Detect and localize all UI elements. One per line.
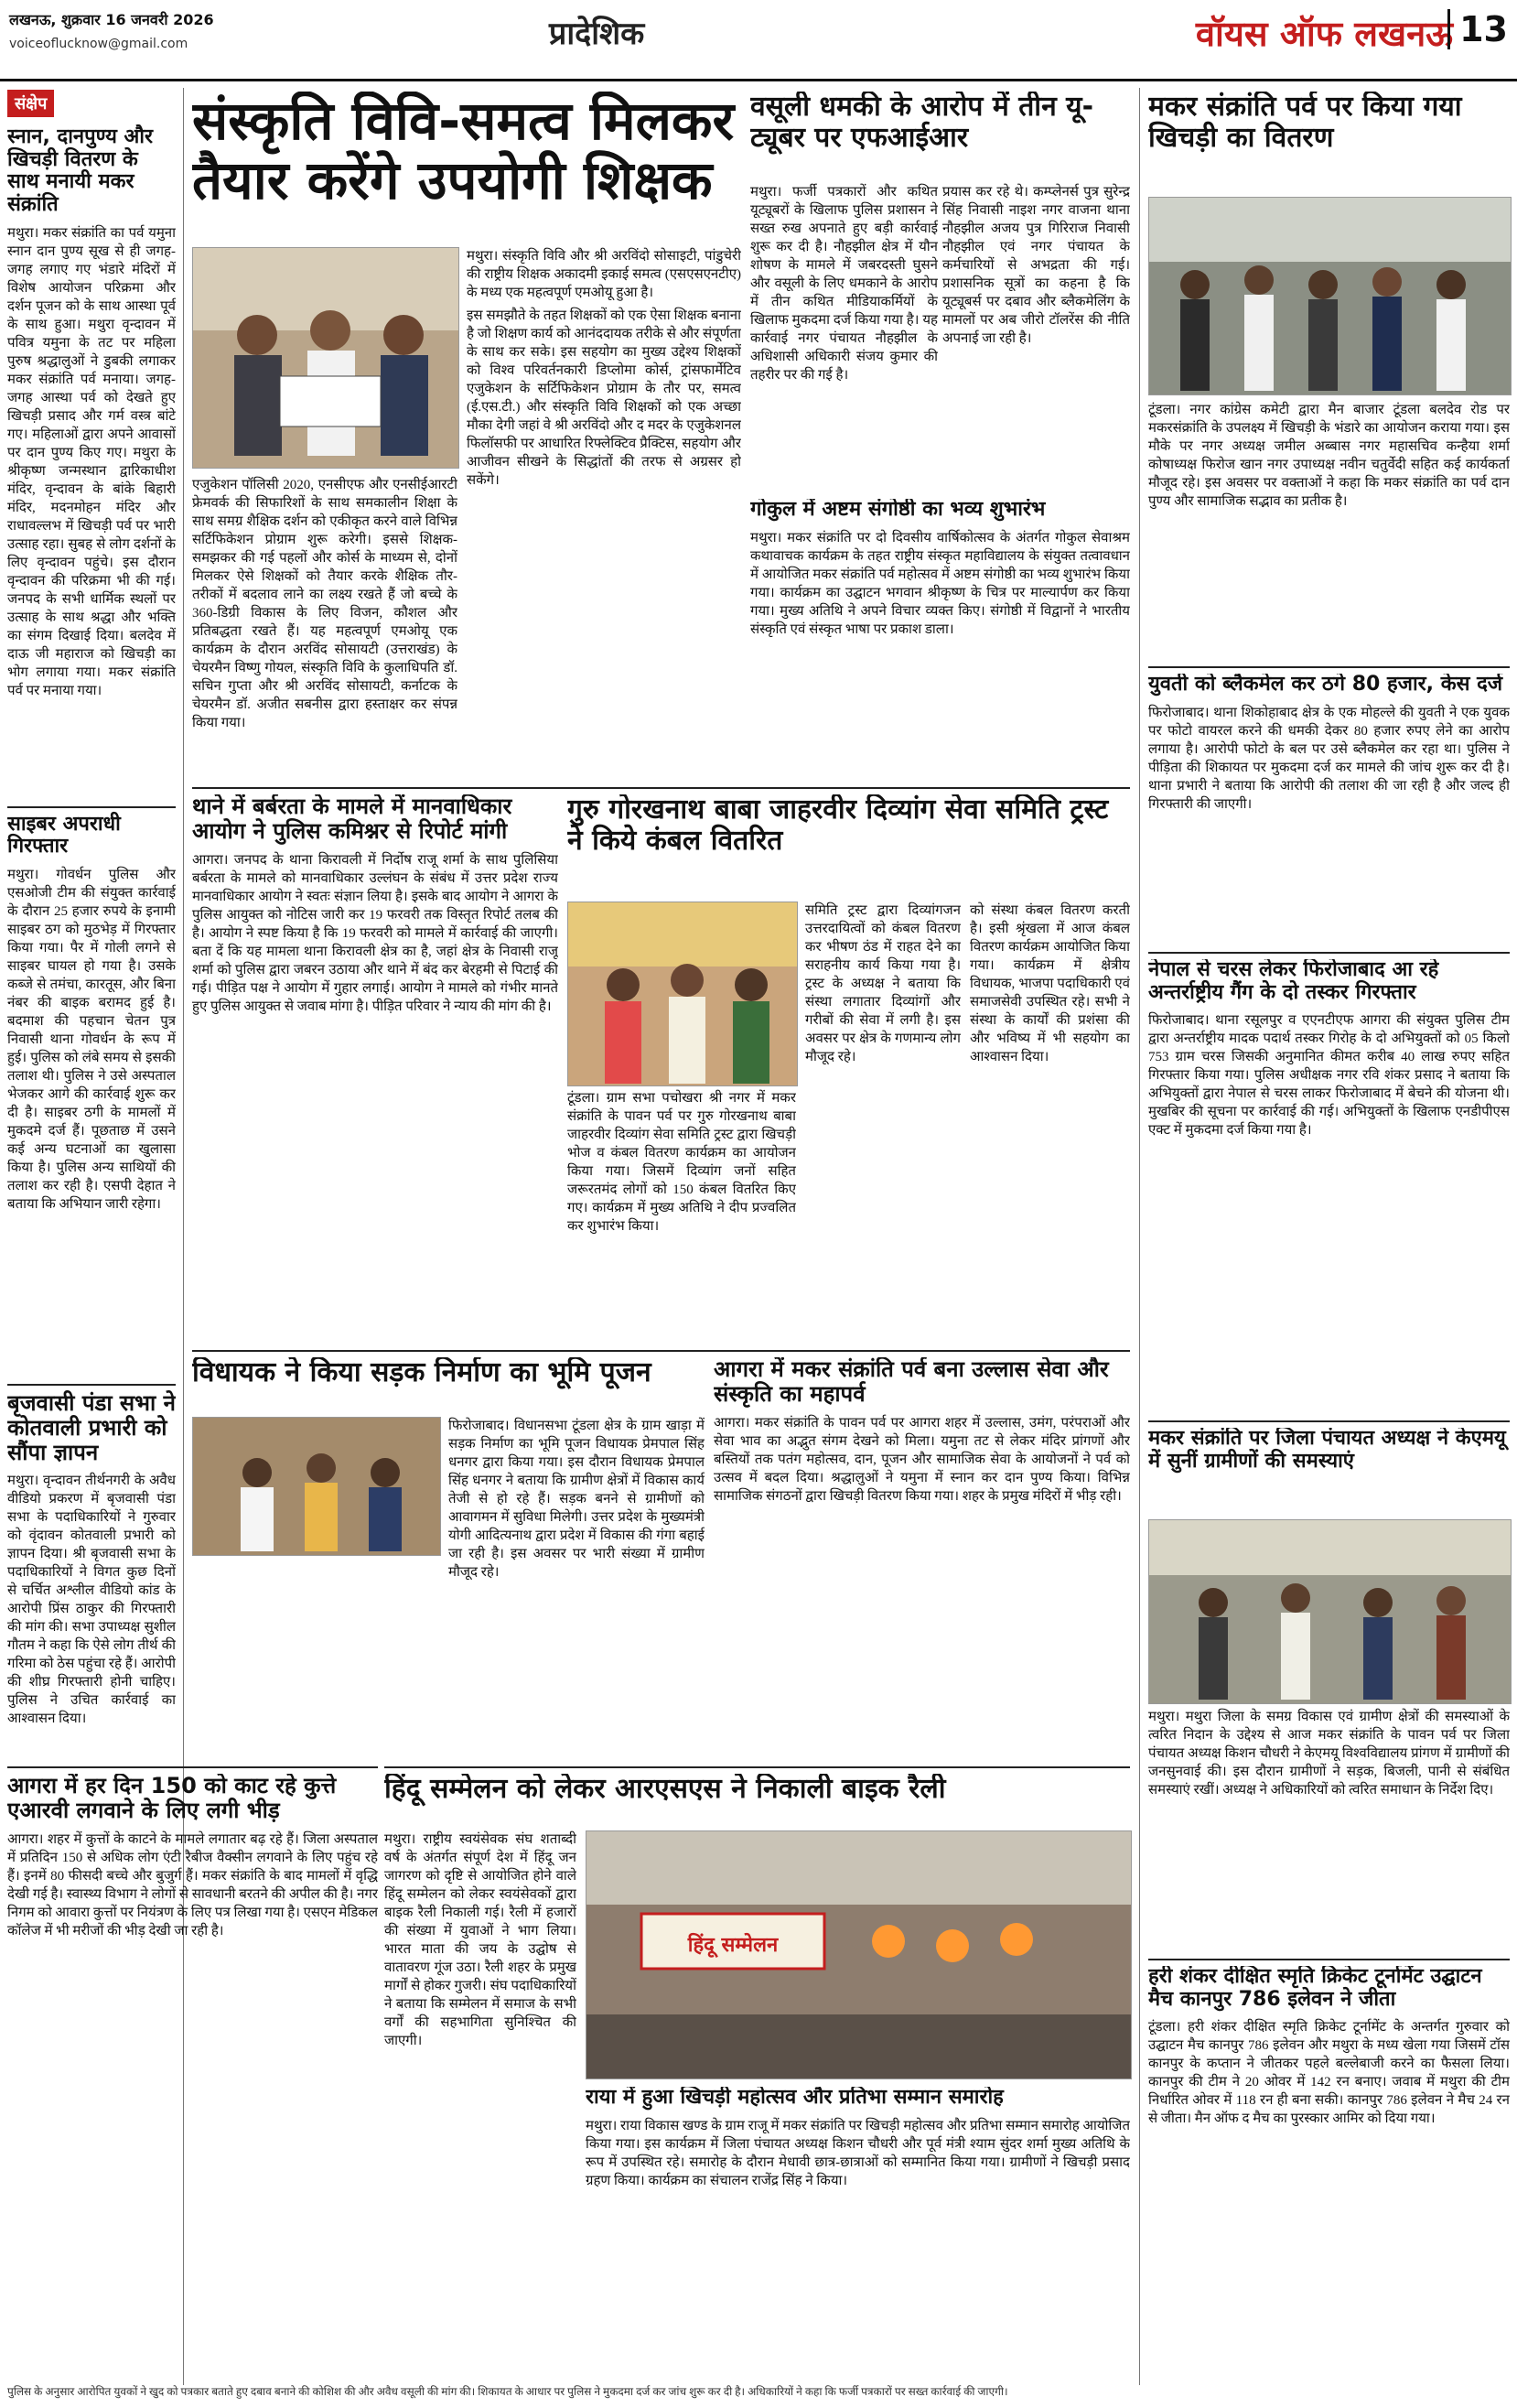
lead-headline-box [192, 92, 741, 238]
aagra150-body: आगरा। शहर में कुत्तों के काटने के मामले लगातार बढ़ रहे हैं। जिला अस्पताल में प्रतिदिन 150 से अधिक लोग एंटी रैबीज वैक्सीन लगवाने के लिए पहुंच रहे हैं। इनमें 80 फीसदी बच्चे और बुजुर्ग हैं। मकर संक्रांति के बाद मामलों में वृद्धि देखी गई है। स्वास्थ्य विभाग ने लोगों से सावधानी बरतने की अपील की है। नगर निगम को आवारा कुत्तों पर नियंत्रण के लिए पत्र लिखा गया है। एसएन मेडिकल कॉलेज में भी मरीजों की भीड़ देखी जा रही है। [7, 1831, 378, 1938]
blanket-distribution-illustration [568, 902, 797, 1085]
gorakhnath-col3 [970, 902, 1130, 1345]
lead-body2: एजुकेशन पॉलिसी 2020, एनसीएफ और एनसीईआरटी फ्रेमवर्क की सिफारिशों के साथ समकालीन शिक्षा के साथ समग्र शैक्षिक दर्शन को एकीकृत करने वाले विभिन्न सर्टिफिकेशन प्रोग्राम शुरू करेगी। इससे शिक्षक-समझकर की गई पहलों और कोर्स के माध्यम से, दोनों मिलकर ऐसे शिक्षकों को तैयार करके शैक्षिक तौर-तरीकों में बदलाव लाने का लक्ष्य रखते हैं जो बच्चे के 360-डिग्री विकास के लिए विजन, कौशल और प्रतिबद्धता रखते हैं। यह महत्वपूर्ण एमओयू एक कार्यक्रम के दौरान अरविंद सोसायटी (उत्तराखंड) के चेयरमैन विष्णु गोयल, संस्कृति विवि के कुलाधिपति डॉ. सचिन गुप्ता और श्री अरविंद सोसायटी, कर्नाटक के चेयरमैन डॉ. अजीत सबनीस द्वारा हस्ताक्षर कर संपन्न किया गया। [192, 478, 457, 730]
footer-strip [7, 2384, 1510, 2406]
aagra150-headline: आगरा में हर दिन 150 को काट रहे कुत्ते एआरवी लगवाने के लिए लगी भीड़ [7, 1774, 337, 1823]
yuvti-headline: युवती को ब्लैकमेल कर ठगे 80 हजार, केस दर्ज [1148, 674, 1503, 696]
divider [384, 1766, 1130, 1768]
jila-caption-col [1148, 1708, 1510, 1955]
sankshep-story2-headline: साइबर अपराधी गिरफ्तार [7, 812, 121, 858]
nepal-story [1148, 959, 1510, 1417]
sankshep-label: संक्षेप [7, 90, 54, 117]
yuvti-story [1148, 674, 1510, 948]
khichdi-top-headline: मकर संक्रांति पर्व पर किया गया खिचड़ी का वितरण [1148, 92, 1462, 154]
vasuli-body2: पुलिस के अनुसार आरोपित युवकों ने खुद को पत्रकार बताते हुए दबाव बनाने की कोशिश की और अवैध वसूली की मांग की। शिकायत के आधार पर पुलिस ने मुकदमा दर्ज कर जांच शुरू कर दी है। अधिकारियों ने कहा कि फर्जी पत्रकारों पर सख्त कार्रवाई की जाएगी। [7, 2385, 1008, 2398]
newspaper-name: वॉयस ऑफ लखनऊ [1195, 14, 1453, 54]
sankshep-story3-headline: बृजवासी पंडा सभा ने कोतवाली प्रभारी को सौंपा ज्ञापन [7, 1389, 176, 1465]
sankshep-story3-body: मथुरा। वृन्दावन तीर्थनगरी के अवैध वीडियो प्रकरण में बृजवासी पंडा सभा के पदाधिकारियों ने गुरुवार को वृंदावन कोतवाली प्रभारी को ज्ञापन दिया। श्री बृजवासी सभा के पदाधिकारियों ने विगत कुछ दिनों से चर्चित अश्लील वीडियो कांड के आरोपी प्रिंस ठाकुर की गिरफ्तारी की मांग की। सभा उपाध्यक्ष सुशील गौतम ने कहा कि ऐसे लोग तीर्थ की गरिमा को ठेस पहुंचा रहे हैं। आरोपी की शीघ्र गिरफ्तारी होनी चाहिए। पुलिस ने उचित कार्रवाई का आश्वासन दिया। [7, 1474, 176, 1727]
bhoomi-poojan-illustration [193, 1418, 440, 1555]
nepal-headline: नेपाल से चरस लेकर फिरोजाबाद आ रहे अन्तर्राष्ट्रीय गैंग के दो तस्कर गिरफ्तार [1148, 959, 1439, 1004]
khichdi-crowd-illustration [1149, 198, 1511, 394]
vasuli-body3: प्रयास कर रहे थे। कम्प्लेनर्स पुत्र सुरेन्द्र सिंह निवासी नाइश नगर वाजना थाना नौहझील अजय पुत्र गिरिराज निवासी नौहझील एवं नगर पंचायत के कर्मचारियों से अभद्रता की गई। प्रशासनिक सूत्रों का कहना है कि यूट्यूबर्स पर दबाव और ब्लैकमेलिंग के मामलों पर अब जीरो टॉलरेंस की नीति अपनाई जा रही है। [942, 185, 1130, 346]
mou-photo [192, 247, 459, 469]
cricket-story [1148, 1966, 1510, 2378]
sankshep-story1-headline: स्नान, दानपुण्य और खिचड़ी वितरण के साथ मनायी मकर संक्रांति [7, 125, 153, 216]
jila-caption: मथुरा। मथुरा जिला के समग्र विकास एवं ग्रामीण क्षेत्रों की समस्याओं के त्वरित निदान के उद्देश्य से आज मकर संक्रांति के पावन पर्व पर जिला पंचायत अध्यक्ष किशन चौधरी ने केएमयू विश्वविद्यालय प्रांगण में ग्रामीणों की जनसुनवाई की। इस दौरान ग्रामीणों ने सड़क, बिजली, पानी से संबंधित समस्याएं रखीं। अध्यक्ष ने अधिकारियों को त्वरित समाधान के निर्देश दिए। [1148, 1710, 1510, 1798]
gorakhnath-headline: गुरु गोरखनाथ बाबा जाहरवीर दिव्यांग सेवा समिति ट्रस्ट ने किये कंबल वितरित [567, 794, 1109, 857]
khichdi-top-body: टूंडला। नगर कांग्रेस कमेटी द्वारा मैन बाजार टूंडला बलदेव रोड पर मकरसंक्रांति के उपलक्ष्य में खिचड़ी के भंडारे का आयोजन कराया गया। इस मौके पर नगर अध्यक्ष जमील अब्बास नगर महासचिव कन्हैया शर्मा कोषाध्यक्ष फिरोज खान नगर उपाध्यक्ष नवीन चतुर्वेदी सहित कई कार्यकर्ता मौजूद रहे। इस अवसर पर वक्ताओं ने कहा कि मकर संक्रांति का पर्व दान पुण्य और सामाजिक सद्भाव का प्रतीक है। [1148, 403, 1510, 509]
cricket-headline: हरी शंकर दीक्षित स्मृति क्रिकेट टूर्नामेंट उद्घाटन मैच कानपुर 786 इलेवन ने जीता [1148, 1966, 1482, 2011]
gorakhnath-photo [567, 902, 798, 1086]
divider [192, 787, 1130, 789]
agra-utsav-story [714, 1357, 1130, 1760]
lead-headline: संस्कृति विवि-समत्व मिलकर तैयार करेंगे उपयोगी शिक्षक [192, 92, 735, 211]
nepal-body: फिरोजाबाद। थाना रसूलपुर व एएनटीएफ आगरा की संयुक्त पुलिस टीम द्वारा अन्तर्राष्ट्रीय मादक पदार्थ तस्कर गिरोह के दो अभियुक्तों को 05 किलो 753 ग्राम चरस जिसकी अनुमानित कीमत करीब 40 लाख रुपए सहित गिरफ्तार किया गया। पुलिस अधीक्षक नगर रवि शंकर प्रसाद ने बताया कि अभियुक्तों द्वारा नेपाल से चरस लाकर फिरोजाबाद में बेचने की योजना थी। मुखबिर की सूचना पर कार्रवाई की गई। अभियुक्तों के खिलाफ एनडीपीएस एक्ट में मुकदमा दर्ज किया गया है। [1148, 1013, 1510, 1139]
jila-headline: मकर संक्रांति पर जिला पंचायत अध्यक्ष ने केएमयू में सुनीं ग्रामीणों की समस्याएं [1148, 1428, 1506, 1473]
divider [1148, 1959, 1510, 1960]
gorakhnath-caption: टूंडला। ग्राम सभा पचोखरा श्री नगर में मकर संक्रांति के पावन पर्व पर गुरु गोरखनाथ बाबा जाहरवीर दिव्यांग सेवा समिति ट्रस्ट द्वारा खिचड़ी भोज व कंबल वितरण कार्यक्रम का आयोजन किया गया। जिसमें दिव्यांग जनों सहित जरूरतमंद लोगों को 150 कंबल वितरित किए गए। कार्यक्रम में मुख्य अतिथि ने दीप प्रज्वलित कर शुभारंभ किया। [567, 1091, 796, 1234]
gorakhnath-col2 [805, 902, 961, 1345]
gorakhnath-body2: को संस्था कंबल वितरण करती है। इसी श्रृंखला में आज कंबल वितरण कार्यक्रम आयोजित किया गया। कार्यक्रम में क्षेत्रीय विधायक, भाजपा पदाधिकारी एवं समाजसेवी उपस्थित रहे। सभी ने संस्था के कार्यों की प्रशंसा की और भविष्य में भी सहयोग का आश्वासन दिया। [970, 903, 1130, 1064]
agra-utsav-body: आगरा। मकर संक्रांति के पावन पर्व पर आगरा शहर में उल्लास, उमंग, परंपराओं और सेवा भाव का अद्भुत संगम देखने को मिला। यमुना तट से लेकर मंदिर प्रांगणों और बस्तियों तक पतंग महोत्सव, दान, पूजन और सामाजिक सेवा के आयोजनों ने पर्व को उत्सव में बदल दिया। श्रद्धालुओं ने यमुना में स्नान कर दान पुण्य किया। विभिन्न सामाजिक संगठनों द्वारा खिचड़ी वितरण किया गया। शहर के प्रमुख मंदिरों में भीड़ रही। [714, 1415, 1130, 1504]
rally-headline-box [384, 1774, 1130, 1824]
vidhayak-headline: विधायक ने किया सड़क निर्माण का भूमि पूजन [192, 1357, 651, 1388]
thane-headline: थाने में बर्बरता के मामले में मानवाधिकार आयोग ने पुलिस कमिश्नर से रिपोर्ट मांगी [192, 794, 512, 844]
gokul-body: मथुरा। मकर संक्रांति पर दो दिवसीय वार्षिकोत्सव के अंतर्गत गोकुल सेवाश्रम कथावाचक कार्यक्रम के तहत राष्ट्रीय संस्कृत महाविद्यालय के संयुक्त तत्वावधान में आयोजित मकर संक्रांति पर्व महोत्सव में अष्टम संगोष्ठी का भव्य शुभारंभ किया गया। कार्यक्रम का उद्घाटन भगवान श्रीकृष्ण के चित्र पर माल्यार्पण कर किया गया। मुख्य अतिथि ने अपने विचार व्यक्त किए। संगोष्ठी में विद्वानों ने भारतीय संस्कृति एवं संस्कृत भाषा पर प्रकाश डाला। [750, 530, 1130, 637]
gorakhnath-body1: समिति ट्रस्ट द्वारा दिव्यांगजन उत्तरदायित्वों को कंबल वितरण कर भीषण ठंड में राहत देने का सराहनीय कार्य किया गया है। ट्रस्ट के अध्यक्ष ने बताया कि संस्था लगातार दिव्यांगों और गरीबों की सेवा में लगी है। इस अवसर पर क्षेत्र के गणमान्य लोग मौजूद रहे। [805, 903, 961, 1064]
lead-body1: इस समझौते के तहत शिक्षकों को एक ऐसा शिक्षक बनाना है जो शिक्षण कार्य को आनंददायक तरीके से और संपूर्णता के साथ कर सके। इस सहयोग का मुख्य उद्देश्य शिक्षकों को विश्व परिवर्तनकारी डिप्लोमा कोर्स, ट्रांसफार्मेटिव एजुकेशन के सर्टिफिकेशन प्रोग्राम के तौर पर, समत्व (ई.एस.टी.) और संस्कृति विवि शिक्षकों को एक अच्छा मौका देगी जहां वे श्री अरविंदो और द मदर के एजुकेशनल फिलॉसफी पर आधारित रिफ्लेक्टिव प्रैक्टिस, सहयोग और आजीवन सीखने के सिद्धांतों की तरफ से अग्रसर हो सकेंगे। [467, 308, 741, 488]
gorakhnath-caption-col [567, 1089, 796, 1345]
rally-banner-text: हिंदू सम्मेलन [687, 1934, 779, 1957]
khichdi-top-photo [1148, 197, 1512, 395]
jansunwai-illustration [1149, 1520, 1511, 1703]
gorakhnath-headline-box [567, 794, 1130, 895]
vasuli-col1 [750, 183, 938, 494]
column-divider [1139, 88, 1140, 2385]
rally-photo [586, 1830, 1132, 2079]
cricket-body: टूंडला। हरी शंकर दीक्षित स्मृति क्रिकेट टूर्नामेंट के अन्तर्गत गुरुवार को उद्घाटन मैच कानपुर 786 इलेवन और मथुरा के मध्य खेला गया जिसमें टॉस कानपुर के कप्तान ने जीतकर पहले बल्लेबाजी करने का फैसला लिया। कानपुर की टीम ने 20 ओवर में 142 रन बनाए। जवाब में मथुरा की टीम निर्धारित ओवर में 118 रन ही बना सकी। कानपुर 786 इलेवन ने मैच 24 रन से जीता। मैन ऑफ द मैच का पुरस्कार आमिर को दिया गया। [1148, 2020, 1510, 2127]
lead-caption: मथुरा। संस्कृति विवि और श्री अरविंदो सोसाइटी, पांडुचेरी की राष्ट्रीय शिक्षक अकादमी इकाई समत्व (एसएसएनटीए) के मध्य एक महत्वपूर्ण एमओयू हुआ है। [467, 249, 741, 300]
vidhayak-body-col [448, 1417, 705, 1760]
divider [7, 1766, 378, 1768]
divider [1148, 666, 1510, 668]
divider [1148, 1420, 1510, 1422]
vidhayak-headline-box [192, 1357, 705, 1412]
mou-photo-illustration [193, 248, 458, 468]
raya-spacer [750, 494, 1130, 499]
page-number: 13 [1447, 9, 1508, 49]
khichdi-top-body-col [1148, 401, 1510, 662]
vasuli-headline: वसूली धमकी के आरोप में तीन यू-ट्यूबर पर एफआईआर [750, 92, 1094, 154]
divider [192, 1350, 1130, 1352]
vidhayak-body: फिरोजाबाद। विधानसभा टूंडला क्षेत्र के ग्राम खाड़ा में सड़क निर्माण का भूमि पूजन विधायक प्रेमपाल सिंह धनगर द्वारा किया गया। इस दौरान विधायक प्रेमपाल सिंह धनगर ने बताया कि ग्रामीण क्षेत्रों में विकास कार्य तेजी से हो रहे हैं। सड़क बनने से ग्रामीणों को आवागमन में सुविधा मिलेगी। उत्तर प्रदेश के मुख्यमंत्री योगी आदित्यनाथ द्वारा प्रदेश में विकास की गंगा बहाई जा रही है। इस अवसर पर भारी संख्या में ग्रामीण मौजूद रहे। [448, 1419, 705, 1580]
divider [1148, 952, 1510, 954]
yuvti-body: फिरोजाबाद। थाना शिकोहाबाद क्षेत्र के एक मोहल्ले की युवती ने एक युवक पर फोटो वायरल करने की धमकी देकर 80 हजार रुपए लेने का आरोप लगाया है। आरोपी फोटो के बल पर उसे ब्लैकमेल कर रहा था। पुलिस ने पीड़िता की शिकायत पर मुकदमा दर्ज कर मामले की जांच शुरू कर दी है। थाना प्रभारी ने बताया कि आरोपी की तलाश की जा रही है और जल्द ही गिरफ्तारी की जाएगी। [1148, 705, 1510, 812]
gokul-story [750, 499, 1130, 783]
lead-body1-col [467, 307, 741, 783]
divider [7, 806, 176, 808]
vasuli-headline-box [750, 92, 1130, 178]
vasuli-body1: मथुरा। फर्जी पत्रकारों और कथित यूट्यूबरों के खिलाफ पुलिस प्रशासन ने सख्त रुख अपनाते हुए बड़ी कार्रवाई शुरू कर दी है। नौहझील क्षेत्र में यौन शोषण के मामले में जबरदस्ती घुसने और वसूली के लिए धमकाने के आरोप में तीन कथित मीडियाकर्मियों के खिलाफ मुकदमा दर्ज किया गया है। यह कार्रवाई नगर पंचायत नौहझील के अधिशासी अधिकारी संजय कुमार की तहरीर पर की गई है। [750, 185, 938, 383]
raya-body: मथुरा। राया विकास खण्ड के ग्राम राजू में मकर संक्रांति पर खिचड़ी महोत्सव और प्रतिभा सम्मान समारोह आयोजित किया गया। इस कार्यक्रम में जिला पंचायत अध्यक्ष किशन चौधरी और पूर्व मंत्री श्याम सुंदर शर्मा मुख्य अतिथि के रूप में उपस्थित रहे। समारोह के दौरान मेधावी छात्र-छात्राओं को सम्मानित किया गया। ग्रामीणों ने खिचड़ी प्रसाद ग्रहण किया। कार्यक्रम का संचालन राजेंद्र सिंह ने किया। [586, 2118, 1130, 2188]
jila-photo [1148, 1519, 1512, 1704]
issue-date: लखनऊ, शुक्रवार 16 जनवरी 2026 [9, 11, 214, 28]
lead-body2-col [192, 476, 457, 783]
rally-body-col [384, 1830, 576, 2380]
sankshep-story1-body: मथुरा। मकर संक्रांति का पर्व यमुना स्नान दान पुण्य सूख से ही जगह-जगह लगाए गए भंडारे मंदिरों में विशेष आयोजन परिक्रमा और दर्शन पूजन को के साथ आस्था पूर्व के साथ हुआ। मथुरा वृन्दावन में पवित्र यमुना के तट पर महिला पुरुष श्रद्धालुओं ने डुबकी लगाकर मकर संक्रांति पर्व मनाया। जगह-जगह आस्था पर्व को देखते हुए खिचड़ी प्रसाद और गर्म वस्त्र बांटे गए। महिलाओं द्वारा अपने आवासों पर दान पुण्य किए गए। मथुरा के श्रीकृष्ण जन्मस्थान द्वारिकाधीश मंदिर, वृन्दावन के बांके बिहारी मंदिर, मदनमोहन मंदिर और राधावल्लभ में खिचड़ी पर्व पर भारी उत्साह रहा। सुबह से लोग दर्शनों के लिए वृन्दावन पहुंचे। इस दौरान वृन्दावन की परिक्रमा भी की गई। जनपद के सभी धार्मिक स्थलों पर उत्साह के साथ श्रद्धा और भक्ति का संगम दिखाई दिया। बलदेव में दाऊ जी महाराज को खिचड़ी का भोग लगाया गया। मकर संक्रांति पर्व पर मनाया गया। [7, 225, 176, 698]
rally-headline: हिंदू सम्मेलन को लेकर आरएसएस ने निकाली बाइक रैली [384, 1774, 946, 1805]
thane-body: आगरा। जनपद के थाना किरावली में निर्दोष राजू शर्मा के साथ पुलिसिया बर्बरता के मामले को मानवाधिकार उल्लंघन के संबंध में उत्तर प्रदेश राज्य मानवाधिकार आयोग ने स्वतः संज्ञान लिया है। इसके बाद आयोग ने आगरा के पुलिस आयुक्त को नोटिस जारी कर 19 फरवरी तक विस्तृत रिपोर्ट तलब की है। आयोग ने स्पष्ट किया है कि 19 फरवरी को मामले में कार्रवाई की जाएगी। बता दें कि यह मामला थाना किरावली क्षेत्र का है, जहां क्षेत्र के निवासी राजू शर्मा को पुलिस द्वारा जबरन उठाया और थाने में बंद कर बेरहमी से पिटाई की गई। पीड़ित पक्ष ने आयोग में गुहार लगाई। आयोग ने मामले को गंभीर मानते हुए पुलिस आयुक्त से जवाब मांगा है। पीड़ित परिवार ने न्याय की मांग की है। [192, 852, 558, 1014]
divider [7, 1384, 176, 1386]
agra-utsav-headline: आगरा में मकर संक्रांति पर्व बना उल्लास सेवा और संस्कृति का महापर्व [714, 1357, 1109, 1407]
raya-headline: राया में हुआ खिचड़ी महोत्सव और प्रतिभा सम्मान समारोह [586, 2087, 1004, 2109]
jila-headline-box [1148, 1428, 1510, 1515]
vasuli-col2 [942, 183, 1130, 494]
raya-story [586, 2087, 1130, 2380]
gokul-headline: गोकुल में अष्टम संगोष्ठी का भव्य शुभारंभ [750, 499, 1046, 521]
sankshep-story2-body: मथुरा। गोवर्धन पुलिस और एसओजी टीम की संयुक्त कार्रवाई के दौरान 25 हजार रुपये के इनामी साइबर ठग को मुठभेड़ में गिरफ्तार किया गया। पैर में गोली लगने से साइबर घायल हो गया है। उसके कब्जे से तमंचा, कारतूस, और बिना नंबर की बाइक बरामद हुई है। बदमाश की पहचान चेतन पुत्र निवासी थाना गोवर्धन के रूप में हुई। पुलिस को लंबे समय से इसकी तलाश थी। पुलिस ने उसे अस्पताल भेजकर आगे की कार्रवाई शुरू कर दी है। साइबर ठगी के मामलों में मुकदमे दर्ज हैं। पूछताछ में उसने कई अन्य घटनाओं का खुलासा किया है। पुलिस अन्य साथियों की तलाश कर रही है। एसपी देहात ने बताया कि अभियान जारी रहेगा। [7, 867, 176, 1212]
rally-body: मथुरा। राष्ट्रीय स्वयंसेवक संघ शताब्दी वर्ष के अंतर्गत संपूर्ण देश में हिंदू जन जागरण को दृष्टि से आयोजित होने वाले हिंदू सम्मेलन को लेकर स्वयंसेवकों द्वारा बाइक रैली निकाली गई। रैली में हजारों की संख्या में युवाओं ने भाग लिया। भारत माता की जय के उद्घोष से वातावरण गूंज उठा। रैली शहर के प्रमुख मार्गों से होकर गुजरी। संघ पदाधिकारियों ने बताया कि सम्मेलन में समाज के सभी वर्गों की सहभागिता सुनिश्चित की जाएगी। [384, 1832, 576, 2048]
masthead [0, 0, 1517, 81]
section-title: प्रादेशिक [549, 16, 645, 52]
vidhayak-photo [192, 1417, 441, 1556]
thane-story [192, 794, 558, 1344]
email-link[interactable]: voiceoflucknow@gmail.com [9, 37, 188, 51]
aagra150-story [7, 1774, 378, 2378]
khichdi-top-headline-box [1148, 92, 1510, 192]
